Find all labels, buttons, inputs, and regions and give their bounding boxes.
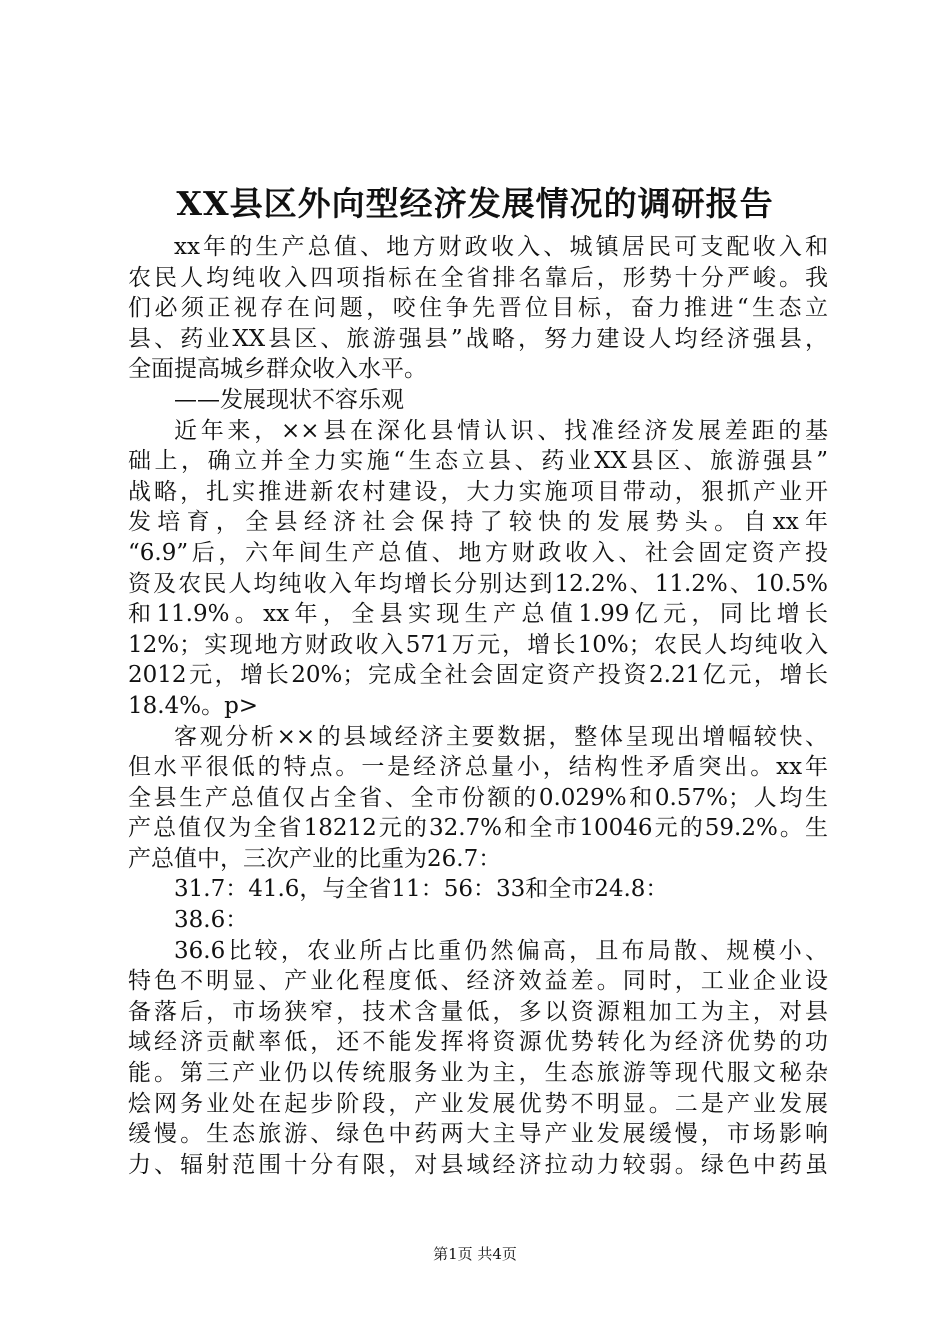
body-line: “6.9”后，六年间生产总值、地方财政收入、社会固定资产投 (128, 539, 828, 566)
body-line: 烩网务业处在起步阶段，产业发展优势不明显。二是产业发展 (128, 1090, 828, 1117)
body-line: 38.6： (174, 907, 249, 934)
body-line: 2012元，增长20%；完成全社会固定资产投资2.21亿元，增长 (128, 662, 828, 689)
document-title: XX县区外向型经济发展情况的调研报告 (176, 184, 774, 223)
body-line: 全面提高城乡群众收入水平。 (128, 356, 427, 383)
body-line: 力、辐射范围十分有限，对县域经济拉动力较弱。绿色中药虽 (128, 1151, 828, 1178)
page-footer: 第1页 共4页 (433, 1245, 517, 1263)
body-line: 但水平很低的特点。一是经济总量小，结构性矛盾突出。xx年 (128, 754, 828, 781)
body-line: 缓慢。生态旅游、绿色中药两大主导产业发展缓慢，市场影响 (128, 1121, 828, 1148)
body-line: 础上，确立并全力实施“生态立县、药业XX县区、旅游强县” (128, 448, 828, 475)
body-line: xx年的生产总值、地方财政收入、城镇居民可支配收入和 (174, 234, 828, 260)
body-line: 18.4%。p> (128, 692, 259, 719)
body-line: 备落后，市场狭窄，技术含量低，多以资源粗加工为主，对县 (128, 998, 828, 1025)
body-line: 客观分析××的县域经济主要数据，整体呈现出增幅较快、 (174, 723, 828, 750)
body-line: 资及农民人均纯收入年均增长分别达到12.2%、11.2%、10.5% (128, 570, 828, 597)
body-line: 和11.9%。xx年，全县实现生产总值1.99亿元，同比增长 (128, 601, 828, 628)
body-line: 域经济贡献率低，还不能发挥将资源优势转化为经济优势的功 (128, 1029, 828, 1056)
body-line: 产总值仅为全省18212元的32.7%和全市10046元的59.2%。生 (128, 815, 828, 842)
section-heading: ——发展现状不容乐观 (174, 386, 404, 413)
body-line: 特色不明显、产业化程度低、经济效益差。同时，工业企业设 (128, 968, 828, 995)
body-line: 发培育，全县经济社会保持了较快的发展势头。自xx年 (128, 509, 828, 536)
body-line: 31.7：41.6，与全省11：56：33和全市24.8： (174, 876, 669, 903)
body-line: 产总值中，三次产业的比重为26.7： (128, 845, 502, 872)
body-line: 能。第三产业仍以传统服务业为主，生态旅游等现代服文秘杂 (128, 1060, 828, 1087)
body-line: 县、药业XX县区、旅游强县”战略，努力建设人均经济强县， (128, 325, 828, 352)
body-line: 12%；实现地方财政收入571万元，增长10%；农民人均纯收入 (128, 631, 828, 658)
body-line: 们必须正视存在问题，咬住争先晋位目标，奋力推进“生态立 (128, 295, 828, 322)
body-line: 战略，扎实推进新农村建设，大力实施项目带动，狠抓产业开 (128, 478, 828, 505)
document-body (128, 232, 828, 1180)
body-line: 近年来，××县在深化县情认识、找准经济发展差距的基 (174, 417, 828, 444)
body-line: 36.6比较，农业所占比重仍然偏高，且布局散、规模小、 (174, 937, 828, 964)
body-line: 农民人均纯收入四项指标在全省排名靠后，形势十分严峻。我 (128, 264, 828, 291)
body-line: 全县生产总值仅占全省、全市份额的0.029%和0.57%；人均生 (128, 784, 828, 811)
